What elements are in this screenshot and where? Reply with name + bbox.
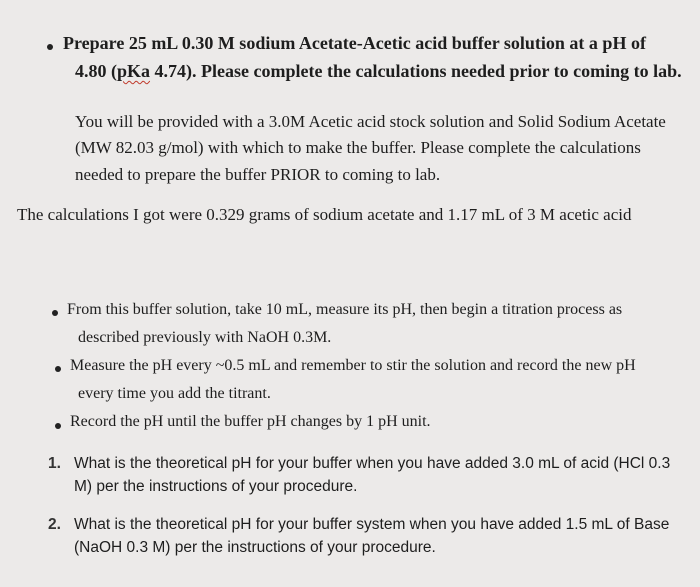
question-1-line-2: M) per the instructions of your procedure. <box>74 478 358 495</box>
bullet-dot <box>47 44 53 50</box>
pka-prefix: 4.80 ( <box>75 61 117 81</box>
question-2-line-2: (NaOH 0.3 M) per the instructions of your procedure. <box>74 539 436 556</box>
question-1-number: 1. <box>48 455 61 472</box>
question-1-line-1: What is the theoretical pH for your buffer when you have added 3.0 mL of acid (HCl 0.3 <box>74 455 671 472</box>
pka-suffix: 4.74). Please complete the calculations needed prior to coming to lab. <box>150 61 682 81</box>
pka-text: pKa <box>117 61 151 81</box>
question-2-number: 2. <box>48 516 61 533</box>
procedure-item-2-line-1: Measure the pH every ~0.5 mL and remember to stir the solution and record the new pH <box>70 357 636 374</box>
bullet-dot <box>55 423 61 429</box>
provided-line-2: (MW 82.03 g/mol) with which to make the buffer. Please complete the calculations <box>75 138 641 157</box>
procedure-item-1-line-2: described previously with NaOH 0.3M. <box>78 329 332 346</box>
provided-line-1: You will be provided with a 3.0M Acetic acid stock solution and Solid Sodium Acetate <box>75 112 666 131</box>
procedure-item-2-line-2: every time you add the titrant. <box>78 385 271 402</box>
question-2-line-1: What is the theoretical pH for your buffer system when you have added 1.5 mL of Base <box>74 516 670 533</box>
bullet-dot <box>52 310 58 316</box>
procedure-item-1-line-1: From this buffer solution, take 10 mL, measure its pH, then begin a titration process as <box>67 301 623 318</box>
bullet-dot <box>55 366 61 372</box>
prepare-buffer-line-1: Prepare 25 mL 0.30 M sodium Acetate-Acetic acid buffer solution at a pH of <box>63 33 646 53</box>
provided-line-3: needed to prepare the buffer PRIOR to coming to lab. <box>75 165 441 184</box>
student-calculation-note: The calculations I got were 0.329 grams of sodium acetate and 1.17 mL of 3 M acetic acid <box>17 205 632 224</box>
procedure-item-3-line-1: Record the pH until the buffer pH changes by 1 pH unit. <box>70 413 431 430</box>
prepare-buffer-line-2 <box>75 61 682 82</box>
